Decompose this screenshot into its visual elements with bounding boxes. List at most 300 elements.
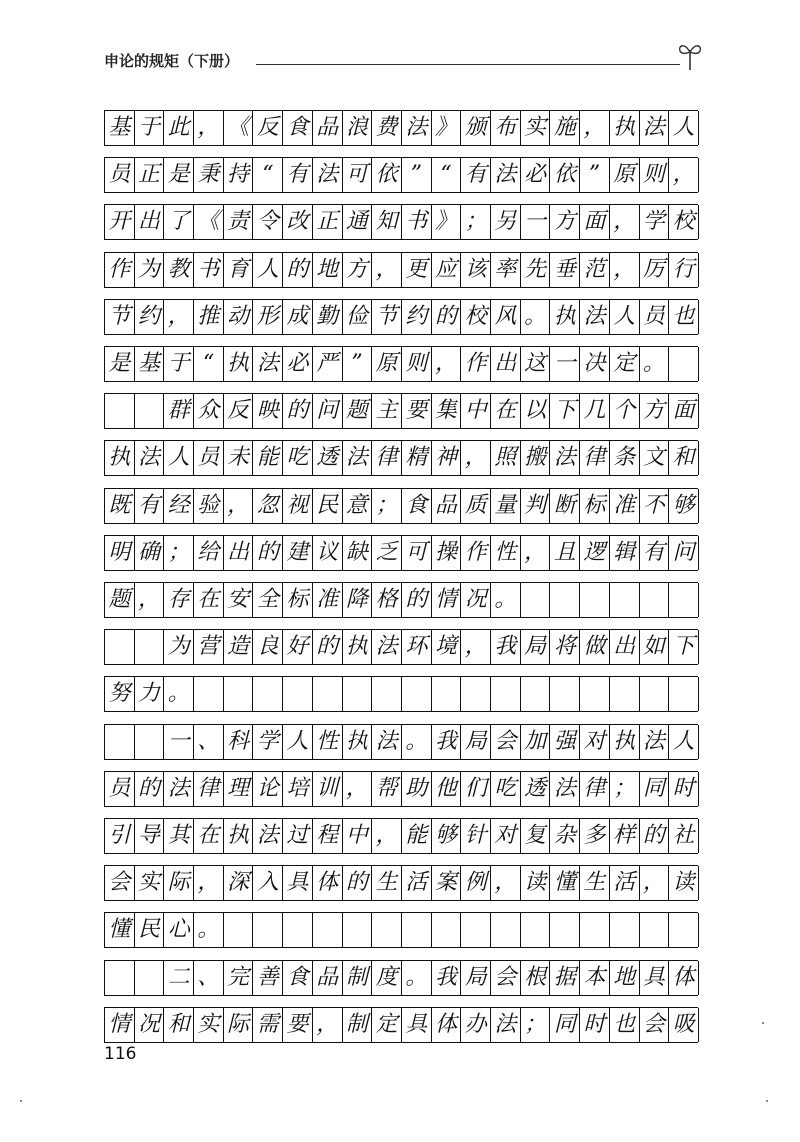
grid-cell: 况 (461, 583, 491, 617)
grid-cell: 理 (224, 772, 254, 806)
grid-cell (313, 913, 343, 947)
grid-cell: 一 (551, 347, 581, 381)
grid-cell: 节 (105, 300, 135, 334)
grid-cell: 复 (521, 819, 551, 853)
grid-cell (669, 913, 699, 947)
grid-cell: 文 (640, 441, 670, 475)
grid-cell: 既 (105, 489, 135, 523)
grid-cell: 会 (105, 866, 135, 900)
grid-cell: 法 (343, 441, 373, 475)
sprout-icon (676, 38, 704, 72)
grid-cell (610, 913, 640, 947)
grid-cell: 执 (551, 300, 581, 334)
grid-cell: 范 (580, 253, 610, 287)
grid-cell: 良 (254, 630, 284, 664)
grid-cell: 实 (194, 1008, 224, 1042)
grid-cell: 学 (640, 205, 670, 239)
grid-cell: 性 (313, 725, 343, 759)
grid-cell: 颁 (461, 111, 491, 145)
grid-cell: 了 (164, 205, 194, 239)
grid-cell: 民 (313, 489, 343, 523)
running-header: 申论的规矩（下册） (104, 52, 240, 70)
grid-cell: 可 (343, 158, 373, 192)
grid-cell (135, 725, 165, 759)
grid-cell: ， (313, 1008, 343, 1042)
grid-cell: 能 (402, 819, 432, 853)
grid-cell (580, 913, 610, 947)
grid-cell: ， (669, 158, 699, 192)
grid-cell: 风 (491, 300, 521, 334)
grid-cell: 的 (283, 253, 313, 287)
grid-cell: 深 (224, 866, 254, 900)
grid-cell (521, 677, 551, 711)
grid-cell: 众 (194, 394, 224, 428)
grid-cell: 科 (224, 725, 254, 759)
grid-cell (521, 913, 551, 947)
grid-cell: 断 (551, 489, 581, 523)
grid-cell: 的 (343, 866, 373, 900)
grid-cell: 有 (283, 158, 313, 192)
grid-cell: 此 (164, 111, 194, 145)
grid-cell: “ (194, 347, 224, 381)
grid-cell: 。 (402, 725, 432, 759)
grid-cell: 二 (164, 961, 194, 995)
grid-cell: 人 (283, 725, 313, 759)
grid-cell: ， (580, 111, 610, 145)
grid-cell: 准 (313, 583, 343, 617)
grid-cell: 透 (313, 441, 343, 475)
grid-cell: 够 (669, 489, 699, 523)
grid-cell: 俭 (343, 300, 373, 334)
grid-cell: 、 (194, 725, 224, 759)
grid-cell: 律 (580, 772, 610, 806)
grid-cell: 法 (164, 772, 194, 806)
grid-cell: 员 (640, 300, 670, 334)
grid-cell: ， (461, 630, 491, 664)
grid-cell: 面 (669, 394, 699, 428)
grid-cell: 缺 (343, 536, 373, 570)
grid-cell: ， (461, 441, 491, 475)
grid-cell: 改 (283, 205, 313, 239)
grid-cell: 《 (194, 205, 224, 239)
grid-cell: 情 (432, 583, 462, 617)
grid-cell (551, 913, 581, 947)
grid-cell: 能 (254, 441, 284, 475)
grid-cell: 情 (105, 1008, 135, 1042)
grid-cell: ， (610, 253, 640, 287)
grid-cell (491, 677, 521, 711)
grid-cell: 布 (491, 111, 521, 145)
grid-cell: 行 (669, 253, 699, 287)
grid-cell: 导 (135, 819, 165, 853)
grid-cell: 实 (521, 111, 551, 145)
grid-cell: 的 (432, 300, 462, 334)
grid-cell: 体 (669, 961, 699, 995)
grid-row (104, 771, 698, 807)
grid-cell: 一 (521, 205, 551, 239)
grid-cell: 强 (551, 725, 581, 759)
grid-cell: 安 (224, 583, 254, 617)
grid-cell: 心 (164, 913, 194, 947)
grid-cell: 出 (135, 205, 165, 239)
grid-cell: 努 (105, 677, 135, 711)
grid-cell: 这 (521, 347, 551, 381)
grid-cell: 同 (551, 1008, 581, 1042)
grid-cell: 律 (372, 441, 402, 475)
grid-cell: 基 (135, 347, 165, 381)
grid-cell: 帮 (372, 772, 402, 806)
grid-cell: 根 (521, 961, 551, 995)
grid-cell: 品 (313, 111, 343, 145)
grid-cell: 全 (254, 583, 284, 617)
grid-cell: 出 (491, 347, 521, 381)
grid-cell: 局 (521, 630, 551, 664)
grid-cell: 食 (402, 489, 432, 523)
grid-cell: 例 (461, 866, 491, 900)
grid-cell: 存 (164, 583, 194, 617)
grid-cell: 的 (313, 630, 343, 664)
grid-cell: ， (343, 772, 373, 806)
grid-cell: 法 (254, 347, 284, 381)
grid-cell: 搬 (521, 441, 551, 475)
grid-cell: 和 (669, 441, 699, 475)
grid-row (104, 960, 698, 996)
grid-cell: 教 (164, 253, 194, 287)
grid-cell: 。 (402, 961, 432, 995)
grid-row (104, 346, 698, 382)
grid-cell: 乏 (372, 536, 402, 570)
grid-cell: 质 (461, 489, 491, 523)
grid-cell: 学 (254, 725, 284, 759)
grid-cell: 。 (491, 583, 521, 617)
grid-cell: 方 (343, 253, 373, 287)
grid-cell: 法 (372, 630, 402, 664)
grid-cell: 地 (313, 253, 343, 287)
grid-cell: 依 (372, 158, 402, 192)
grid-cell: 吃 (283, 441, 313, 475)
grid-cell (343, 913, 373, 947)
grid-cell: ” (402, 158, 432, 192)
grid-cell: 于 (135, 111, 165, 145)
grid-cell (402, 677, 432, 711)
grid-cell: 办 (461, 1008, 491, 1042)
grid-cell: 和 (164, 1008, 194, 1042)
grid-cell: 问 (313, 394, 343, 428)
grid-cell (432, 677, 462, 711)
grid-cell: 人 (669, 725, 699, 759)
grid-cell: 为 (164, 630, 194, 664)
grid-cell: 逻 (580, 536, 610, 570)
grid-cell: 、 (194, 961, 224, 995)
grid-cell: 下 (669, 630, 699, 664)
grid-row (104, 488, 698, 524)
grid-cell: 执 (610, 725, 640, 759)
grid-cell: 于 (164, 347, 194, 381)
grid-cell (343, 677, 373, 711)
grid-cell: 体 (432, 1008, 462, 1042)
grid-cell: 完 (224, 961, 254, 995)
grid-cell (254, 677, 284, 711)
grid-cell (372, 677, 402, 711)
grid-cell: 面 (580, 205, 610, 239)
grid-cell: 令 (254, 205, 284, 239)
header-rule (256, 64, 680, 65)
grid-cell: 法 (551, 441, 581, 475)
grid-cell: 校 (669, 205, 699, 239)
grid-cell: 制 (343, 1008, 373, 1042)
grid-cell: 我 (432, 961, 462, 995)
grid-cell (461, 677, 491, 711)
grid-cell: 是 (105, 347, 135, 381)
grid-cell: 法 (254, 819, 284, 853)
grid-cell: 的 (254, 536, 284, 570)
grid-cell: 营 (194, 630, 224, 664)
grid-cell: 必 (283, 347, 313, 381)
grid-cell: ， (224, 489, 254, 523)
grid-cell: 条 (610, 441, 640, 475)
grid-cell: 决 (580, 347, 610, 381)
grid-cell: 有 (135, 489, 165, 523)
grid-cell: 校 (461, 300, 491, 334)
grid-cell: 出 (610, 630, 640, 664)
grid-cell: ， (432, 347, 462, 381)
grid-cell (135, 630, 165, 664)
grid-cell: 人 (610, 300, 640, 334)
grid-cell: 该 (461, 253, 491, 287)
grid-cell: 透 (521, 772, 551, 806)
grid-row (104, 582, 698, 618)
grid-cell: 开 (105, 205, 135, 239)
grid-cell: 且 (551, 536, 581, 570)
grid-cell: 问 (669, 536, 699, 570)
grid-cell: 执 (224, 347, 254, 381)
grid-cell: 有 (461, 158, 491, 192)
grid-cell (669, 583, 699, 617)
grid-cell: 作 (461, 347, 491, 381)
grid-cell: 据 (551, 961, 581, 995)
grid-cell (402, 913, 432, 947)
grid-cell: 会 (491, 961, 521, 995)
grid-row (104, 1007, 698, 1043)
grid-cell: 格 (372, 583, 402, 617)
grid-cell: 确 (135, 536, 165, 570)
grid-cell: 过 (283, 819, 313, 853)
grid-row (104, 535, 698, 571)
grid-cell: 操 (432, 536, 462, 570)
grid-cell: 法 (313, 158, 343, 192)
grid-cell: 议 (313, 536, 343, 570)
grid-cell: 几 (580, 394, 610, 428)
grid-cell: 的 (640, 819, 670, 853)
grid-cell: 形 (254, 300, 284, 334)
grid-cell: 况 (135, 1008, 165, 1042)
grid-cell: 正 (313, 205, 343, 239)
grid-cell (283, 677, 313, 711)
grid-cell: 标 (580, 489, 610, 523)
grid-cell: 生 (580, 866, 610, 900)
grid-cell: 。 (521, 300, 551, 334)
grid-cell: 视 (283, 489, 313, 523)
grid-cell: ， (135, 583, 165, 617)
grid-cell: 多 (580, 819, 610, 853)
grid-cell (224, 913, 254, 947)
grid-cell: 依 (551, 158, 581, 192)
grid-cell: 厉 (640, 253, 670, 287)
grid-cell: 方 (640, 394, 670, 428)
grid-cell: 垂 (551, 253, 581, 287)
grid-cell: 对 (580, 725, 610, 759)
grid-cell: 民 (135, 913, 165, 947)
grid-cell: 我 (491, 630, 521, 664)
grid-cell: 集 (432, 394, 462, 428)
grid-cell: 好 (283, 630, 313, 664)
grid-row (104, 393, 698, 429)
grid-cell: 勤 (313, 300, 343, 334)
grid-cell (580, 583, 610, 617)
grid-cell (669, 347, 699, 381)
grid-cell: 施 (551, 111, 581, 145)
grid-cell: 律 (194, 772, 224, 806)
grid-cell: 需 (254, 1008, 284, 1042)
grid-cell (521, 583, 551, 617)
grid-cell: 持 (224, 158, 254, 192)
grid-cell: 反 (254, 111, 284, 145)
grid-cell: 原 (610, 158, 640, 192)
grid-cell: 训 (313, 772, 343, 806)
grid-row (104, 865, 698, 901)
grid-cell (580, 677, 610, 711)
grid-cell: 照 (491, 441, 521, 475)
grid-cell: 。 (164, 677, 194, 711)
grid-row (104, 299, 698, 335)
grid-cell: 造 (224, 630, 254, 664)
grid-cell (105, 394, 135, 428)
grid-cell: 论 (254, 772, 284, 806)
grid-cell: ； (610, 772, 640, 806)
grid-cell: 会 (640, 1008, 670, 1042)
grid-cell: 《 (224, 111, 254, 145)
grid-cell: 推 (194, 300, 224, 334)
grid-cell: ， (610, 205, 640, 239)
grid-cell: ， (491, 866, 521, 900)
grid-cell: 具 (283, 866, 313, 900)
grid-cell: 人 (164, 441, 194, 475)
grid-cell (640, 677, 670, 711)
grid-cell: 环 (402, 630, 432, 664)
grid-cell (551, 583, 581, 617)
grid-cell: 他 (432, 772, 462, 806)
grid-cell: 准 (610, 489, 640, 523)
grid-row (104, 724, 698, 760)
grid-cell: “ (432, 158, 462, 192)
grid-cell: 主 (372, 394, 402, 428)
grid-cell: 在 (194, 819, 224, 853)
grid-cell: 也 (669, 300, 699, 334)
grid-cell (105, 630, 135, 664)
grid-cell: ， (372, 253, 402, 287)
grid-cell: 约 (402, 300, 432, 334)
grid-row (104, 252, 698, 288)
grid-cell: 成 (283, 300, 313, 334)
grid-cell: 也 (610, 1008, 640, 1042)
grid-cell: 责 (224, 205, 254, 239)
grid-cell: 性 (491, 536, 521, 570)
grid-cell: 度 (372, 961, 402, 995)
grid-cell: 正 (135, 158, 165, 192)
grid-cell: 吃 (491, 772, 521, 806)
grid-cell: 们 (461, 772, 491, 806)
grid-cell: 培 (283, 772, 313, 806)
grid-cell: 更 (402, 253, 432, 287)
grid-row (104, 110, 698, 146)
grid-cell: 杂 (551, 819, 581, 853)
grid-cell: 人 (669, 111, 699, 145)
grid-cell: 个 (610, 394, 640, 428)
grid-cell (461, 913, 491, 947)
grid-cell: 律 (580, 441, 610, 475)
grid-row (104, 629, 698, 665)
grid-cell (105, 725, 135, 759)
grid-cell: ， (194, 866, 224, 900)
grid-cell (640, 913, 670, 947)
grid-cell: 作 (461, 536, 491, 570)
grid-cell: 为 (135, 253, 165, 287)
grid-cell: 实 (135, 866, 165, 900)
grid-cell: 则 (640, 158, 670, 192)
grid-cell: 定 (372, 1008, 402, 1042)
grid-cell: 》 (432, 205, 462, 239)
grid-cell: 约 (135, 300, 165, 334)
grid-cell: ， (521, 536, 551, 570)
grid-cell (283, 913, 313, 947)
grid-cell: 执 (224, 819, 254, 853)
grid-cell: 做 (580, 630, 610, 664)
grid-cell: 善 (254, 961, 284, 995)
grid-cell: 映 (254, 394, 284, 428)
grid-cell (135, 961, 165, 995)
grid-cell (224, 677, 254, 711)
grid-cell: 标 (283, 583, 313, 617)
grid-cell: ， (372, 819, 402, 853)
grid-cell: 局 (461, 725, 491, 759)
grid-cell: 社 (669, 819, 699, 853)
grid-cell: 食 (283, 961, 313, 995)
grid-cell: 制 (343, 961, 373, 995)
grid-cell: 书 (194, 253, 224, 287)
grid-row (104, 440, 698, 476)
grid-cell: 法 (372, 725, 402, 759)
grid-cell: ” (343, 347, 373, 381)
grid-cell: 则 (402, 347, 432, 381)
grid-cell: 案 (432, 866, 462, 900)
grid-cell: 明 (105, 536, 135, 570)
grid-cell (610, 677, 640, 711)
grid-cell: 执 (105, 441, 135, 475)
grid-cell: ， (640, 866, 670, 900)
grid-cell: 食 (283, 111, 313, 145)
page-number: 116 (104, 1044, 137, 1064)
grid-cell: 基 (105, 111, 135, 145)
grid-cell: 法 (491, 158, 521, 192)
grid-cell: 秉 (194, 158, 224, 192)
grid-cell: 。 (194, 913, 224, 947)
grid-cell: ， (164, 300, 194, 334)
grid-cell: 法 (640, 111, 670, 145)
grid-cell: 员 (105, 158, 135, 192)
grid-cell: 严 (313, 347, 343, 381)
grid-cell: 执 (610, 111, 640, 145)
scan-speck (766, 1100, 768, 1102)
